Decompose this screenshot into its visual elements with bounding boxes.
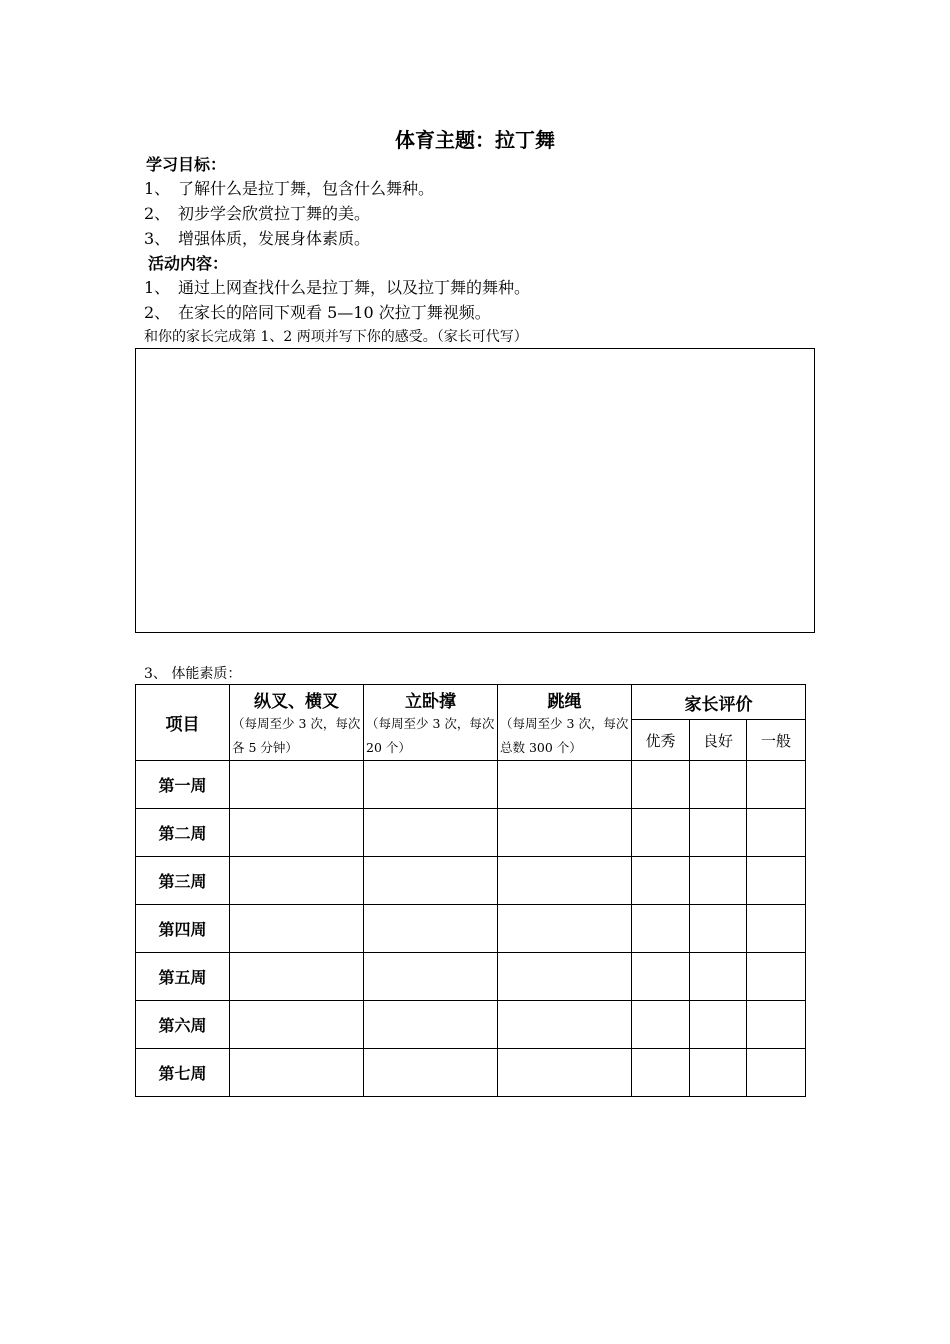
goal-item [144, 176, 434, 199]
activity-item [144, 275, 530, 298]
header-burpee-title: 立卧撑 [405, 692, 456, 712]
week-label: 第三周 [136, 857, 230, 905]
burpee-cell[interactable] [364, 761, 498, 809]
week-row [136, 1001, 806, 1049]
header-jumprope-title: 跳绳 [547, 692, 582, 712]
goal-text: 增强体质，发展身体素质。 [178, 229, 371, 248]
feelings-instruction: 和你的家长完成第 1、2 两项并写下你的感受。（家长可代写） [144, 329, 528, 345]
fitness-table [135, 684, 806, 1097]
goal-item [144, 201, 370, 224]
good-cell[interactable] [690, 1049, 747, 1097]
header-jumprope [498, 685, 632, 761]
activities-heading: 活动内容： [148, 254, 229, 273]
splits-cell[interactable] [230, 1049, 364, 1097]
burpee-cell[interactable] [364, 953, 498, 1001]
jumprope-cell[interactable] [498, 905, 632, 953]
splits-cell[interactable] [230, 953, 364, 1001]
week-row [136, 905, 806, 953]
burpee-cell[interactable] [364, 905, 498, 953]
activity-text: 通过上网查找什么是拉丁舞，以及拉丁舞的舞种。 [178, 278, 531, 297]
week-label: 第五周 [136, 953, 230, 1001]
feelings-writing-box[interactable] [135, 348, 815, 633]
week-label: 第七周 [136, 1049, 230, 1097]
week-label: 第一周 [136, 761, 230, 809]
burpee-cell[interactable] [364, 1001, 498, 1049]
excellent-cell[interactable] [632, 857, 690, 905]
activity-number: 1、 [144, 278, 171, 297]
excellent-cell[interactable] [632, 1049, 690, 1097]
goal-number: 3、 [144, 229, 171, 248]
rating-good: 良好 [690, 720, 747, 761]
good-cell[interactable] [690, 953, 747, 1001]
header-burpee [364, 685, 498, 761]
jumprope-cell[interactable] [498, 809, 632, 857]
week-row [136, 857, 806, 905]
week-row [136, 809, 806, 857]
good-cell[interactable] [690, 761, 747, 809]
week-label: 第四周 [136, 905, 230, 953]
header-burpee-desc: （每周至少 3 次，每次 20 个） [366, 716, 495, 755]
rating-excellent: 优秀 [632, 720, 690, 761]
goal-number: 2、 [144, 204, 171, 223]
fitness-label: 3、 体能素质： [144, 666, 242, 682]
average-cell[interactable] [747, 857, 806, 905]
good-cell[interactable] [690, 809, 747, 857]
week-row [136, 1049, 806, 1097]
excellent-cell[interactable] [632, 953, 690, 1001]
week-row [136, 953, 806, 1001]
goal-text: 了解什么是拉丁舞，包含什么舞种。 [178, 179, 435, 198]
excellent-cell[interactable] [632, 905, 690, 953]
activity-item [144, 300, 491, 323]
average-cell[interactable] [747, 809, 806, 857]
header-splits-desc: （每周至少 3 次，每次各 5 分钟） [232, 716, 361, 755]
splits-cell[interactable] [230, 905, 364, 953]
header-item: 项目 [136, 685, 230, 761]
jumprope-cell[interactable] [498, 761, 632, 809]
average-cell[interactable] [747, 761, 806, 809]
splits-cell[interactable] [230, 857, 364, 905]
average-cell[interactable] [747, 1001, 806, 1049]
header-splits [230, 685, 364, 761]
week-label: 第二周 [136, 809, 230, 857]
average-cell[interactable] [747, 905, 806, 953]
activity-number: 2、 [144, 303, 171, 322]
burpee-cell[interactable] [364, 809, 498, 857]
header-jumprope-desc: （每周至少 3 次，每次总数 300 个） [500, 716, 629, 755]
excellent-cell[interactable] [632, 1001, 690, 1049]
week-label: 第六周 [136, 1001, 230, 1049]
goal-number: 1、 [144, 179, 171, 198]
jumprope-cell[interactable] [498, 953, 632, 1001]
excellent-cell[interactable] [632, 761, 690, 809]
page-title: 体育主题：拉丁舞 [395, 128, 555, 152]
activity-text: 在家长的陪同下观看 5—10 次拉丁舞视频。 [178, 303, 491, 322]
splits-cell[interactable] [230, 1001, 364, 1049]
goal-item [144, 226, 370, 249]
average-cell[interactable] [747, 1049, 806, 1097]
header-parent-evaluation: 家长评价 [632, 685, 806, 720]
burpee-cell[interactable] [364, 857, 498, 905]
jumprope-cell[interactable] [498, 1049, 632, 1097]
good-cell[interactable] [690, 905, 747, 953]
jumprope-cell[interactable] [498, 1001, 632, 1049]
learning-goals-heading: 学习目标： [146, 155, 227, 174]
good-cell[interactable] [690, 1001, 747, 1049]
jumprope-cell[interactable] [498, 857, 632, 905]
excellent-cell[interactable] [632, 809, 690, 857]
splits-cell[interactable] [230, 809, 364, 857]
burpee-cell[interactable] [364, 1049, 498, 1097]
goal-text: 初步学会欣赏拉丁舞的美。 [178, 204, 371, 223]
average-cell[interactable] [747, 953, 806, 1001]
good-cell[interactable] [690, 857, 747, 905]
week-row [136, 761, 806, 809]
rating-average: 一般 [747, 720, 806, 761]
splits-cell[interactable] [230, 761, 364, 809]
header-splits-title: 纵叉、横叉 [254, 692, 339, 712]
